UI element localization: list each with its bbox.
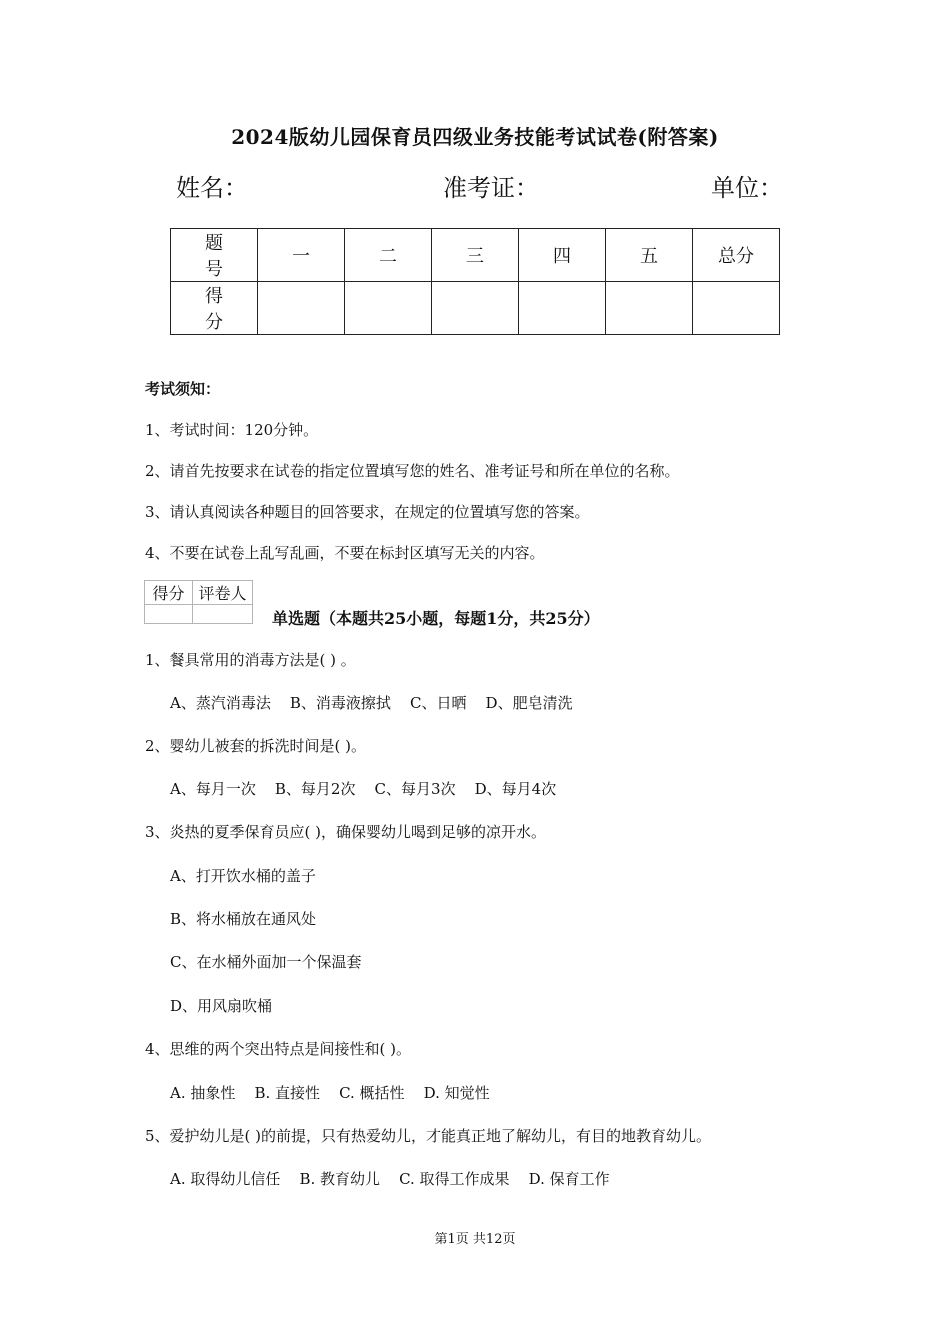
- section-title: 单选题（本题共25小题，每题1分，共25分）: [272, 609, 600, 628]
- score-table-header-cell: 一: [258, 229, 345, 282]
- grader-score-label: 得分: [145, 581, 193, 605]
- question-options: A. 抽象性 B. 直接性 C. 概括性 D. 知觉性: [170, 1084, 490, 1102]
- score-table: [170, 228, 780, 335]
- grader-name-cell: [193, 605, 253, 624]
- notice-item: 4、不要在试卷上乱写乱画，不要在标封区填写无关的内容。: [145, 544, 545, 562]
- score-cell: [345, 282, 432, 335]
- notice-item: 2、请首先按要求在试卷的指定位置填写您的姓名、准考证号和所在单位的名称。: [145, 462, 680, 480]
- question-option: B、将水桶放在通风处: [170, 910, 317, 928]
- grader-box: [144, 580, 253, 624]
- score-table-header-cell: 题 号: [171, 229, 258, 282]
- question-options: A、蒸汽消毒法 B、消毒液擦拭 C、日晒 D、肥皂清洗: [170, 694, 573, 712]
- name-label: 姓名：: [176, 174, 248, 202]
- question-option: C、在水桶外面加一个保温套: [170, 953, 362, 971]
- score-table-header-cell: 五: [606, 229, 693, 282]
- notice-item: 1、考试时间：120分钟。: [145, 421, 319, 439]
- score-cell: [519, 282, 606, 335]
- score-cell: [432, 282, 519, 335]
- score-table-score-row: [171, 282, 780, 335]
- score-cell: [258, 282, 345, 335]
- score-cell: [693, 282, 780, 335]
- score-table-header-cell: 四: [519, 229, 606, 282]
- question-stem: 5、爱护幼儿是( )的前提，只有热爱幼儿，才能真正地了解幼儿，有目的地教育幼儿。: [145, 1127, 712, 1145]
- page-footer: 第1页 共12页: [434, 1232, 516, 1247]
- notice-title: 考试须知：: [145, 380, 221, 398]
- grader-score-cell: [145, 605, 193, 624]
- question-option: D、用风扇吹桶: [170, 997, 273, 1015]
- question-options: A. 取得幼儿信任 B. 教育幼儿 C. 取得工作成果 D. 保育工作: [170, 1170, 610, 1188]
- unit-label: 单位：: [711, 174, 783, 202]
- question-stem: 4、思维的两个突出特点是间接性和( )。: [145, 1040, 412, 1058]
- question-option: A、打开饮水桶的盖子: [170, 867, 316, 885]
- exam-title: 2024版幼儿园保育员四级业务技能考试试卷(附答案): [231, 125, 719, 149]
- question-stem: 1、餐具常用的消毒方法是( ) 。: [145, 651, 356, 669]
- question-options: A、每月一次 B、每月2次 C、每月3次 D、每月4次: [170, 780, 557, 798]
- exam-id-label: 准考证：: [443, 174, 539, 202]
- question-stem: 2、婴幼儿被套的拆洗时间是( )。: [145, 737, 367, 755]
- score-table-header-row: [171, 229, 780, 282]
- notice-item: 3、请认真阅读各种题目的回答要求，在规定的位置填写您的答案。: [145, 503, 590, 521]
- score-cell: [606, 282, 693, 335]
- score-table-header-cell: 总分: [693, 229, 780, 282]
- score-row-label: 得 分: [171, 282, 258, 335]
- grader-name-label: 评卷人: [193, 581, 253, 605]
- score-table-header-cell: 二: [345, 229, 432, 282]
- question-stem: 3、炎热的夏季保育员应( )，确保婴幼儿喝到足够的凉开水。: [145, 823, 547, 841]
- score-table-header-cell: 三: [432, 229, 519, 282]
